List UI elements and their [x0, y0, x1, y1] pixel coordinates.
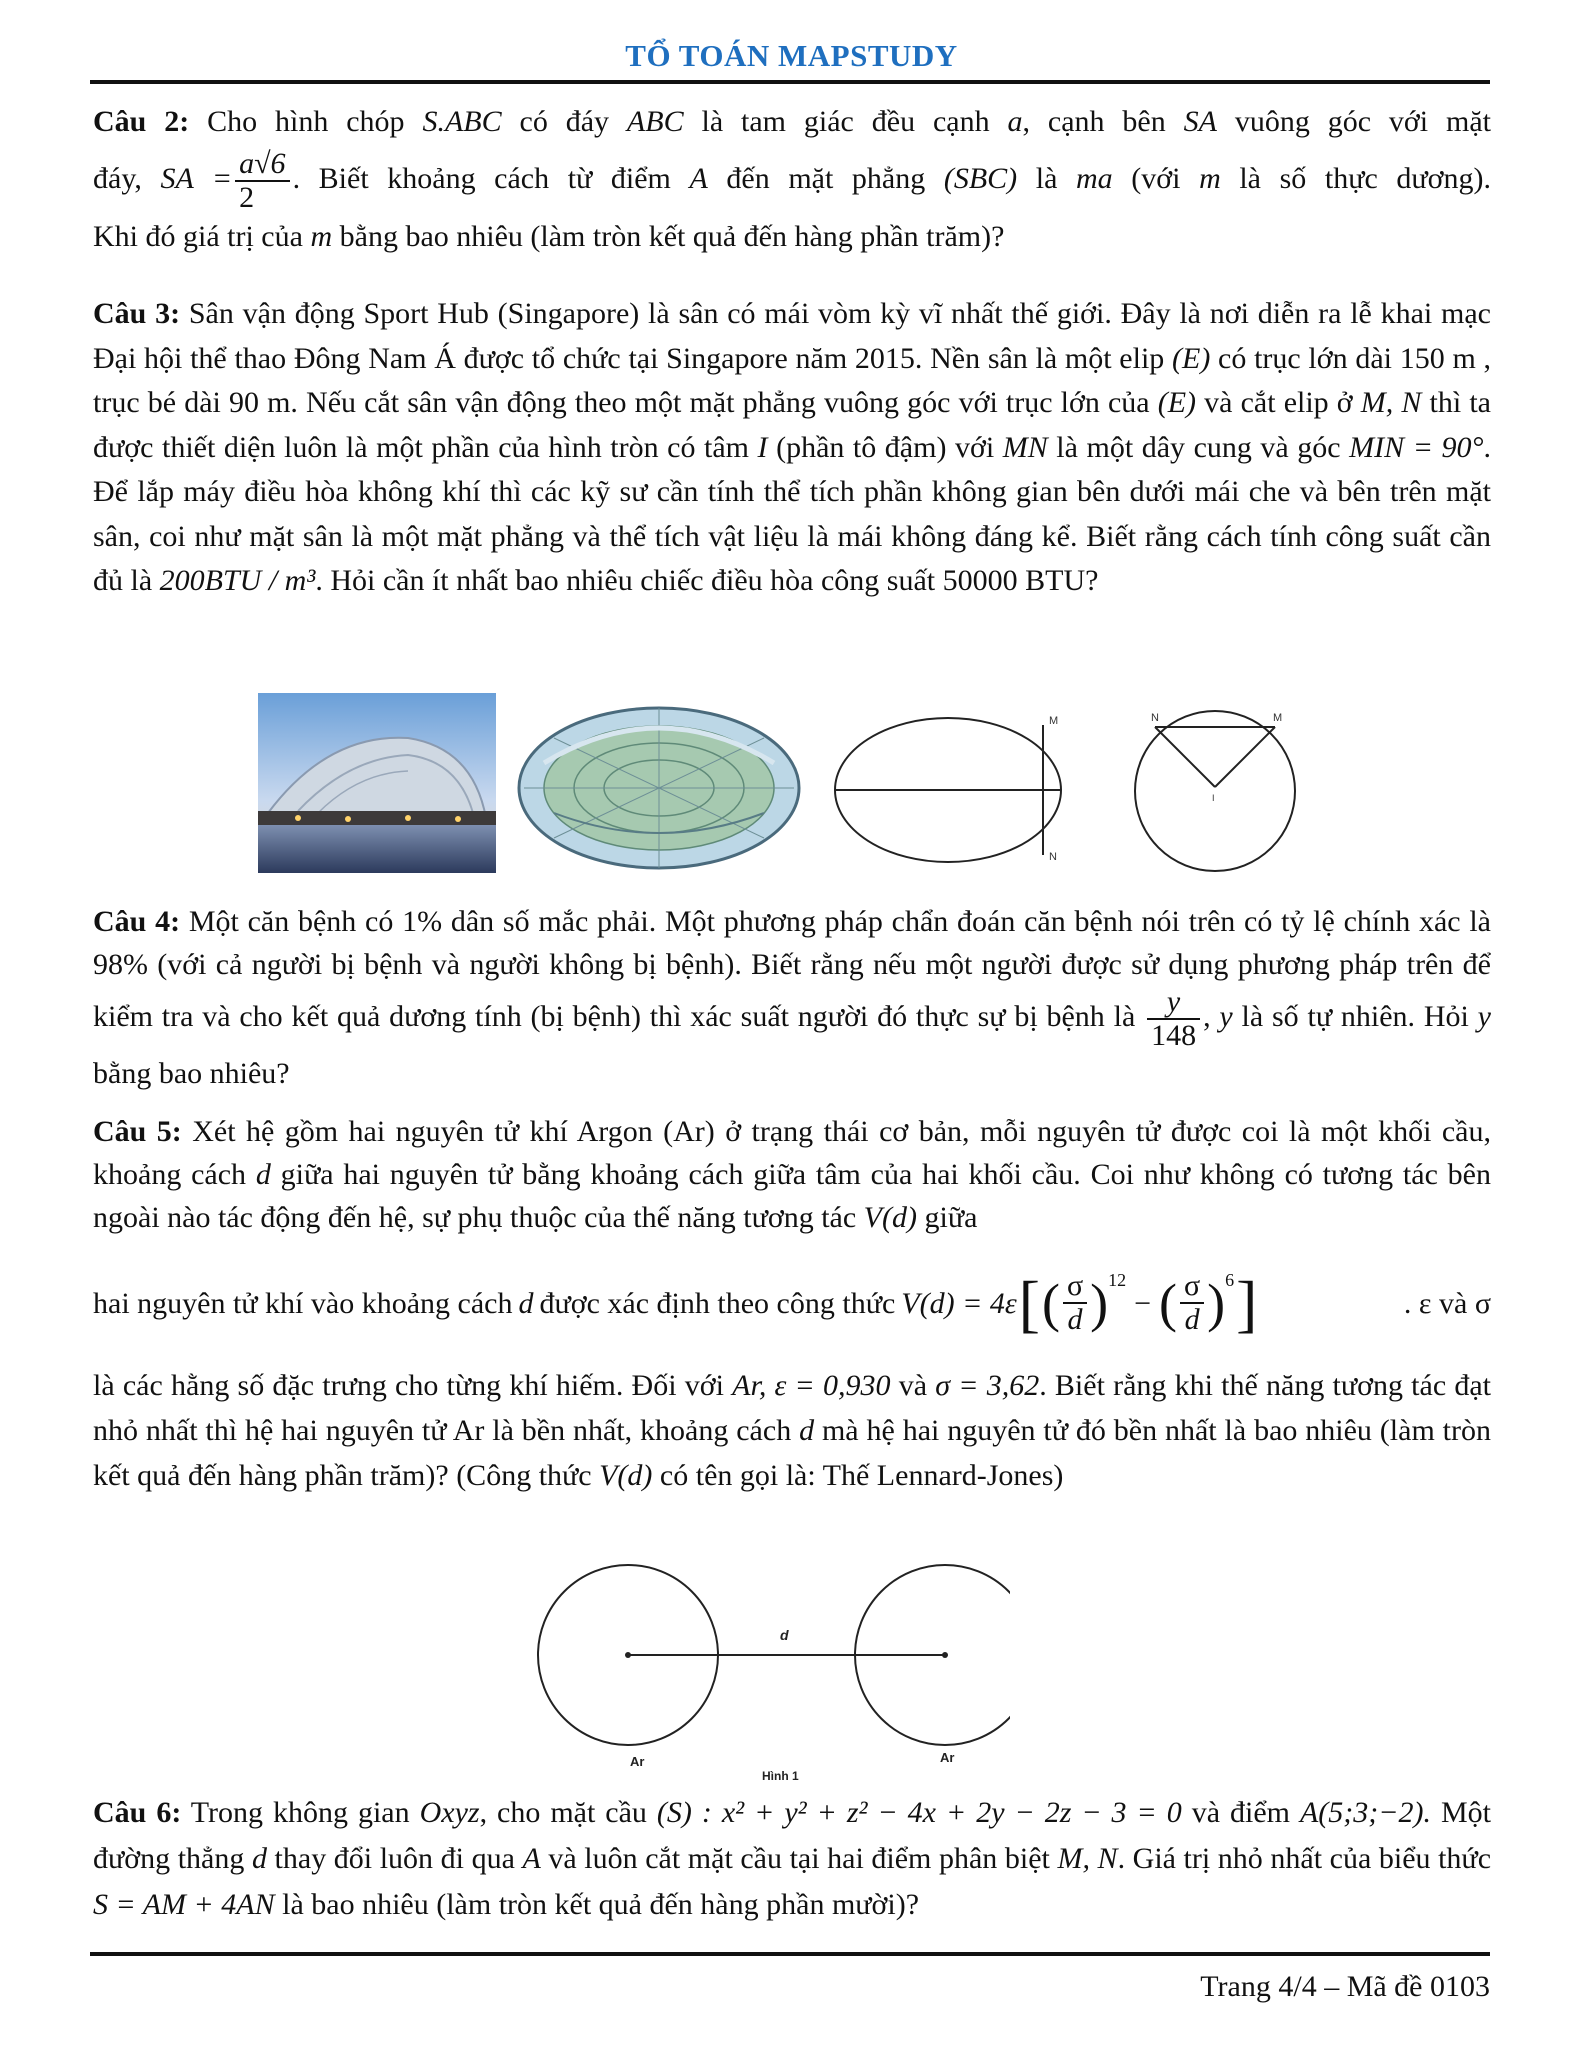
stadium-photo	[258, 693, 496, 873]
question-4: Câu 4: Một căn bệnh có 1% dân số mắc phải. Một phương pháp chẩn đoán căn bệnh nói trên có tỷ lệ chính xác là 98% (với cả người bị bệnh và người không bị bệnh). Biết rằng nếu một người được sử dụng phương pháp trên để kiểm tra và cho kết quả dương tính (bị bệnh) thì xác suất người đó thực sự bị bệnh là $\frac{y}{148}$ , y là số tự nhiên. Hỏi y bằng bao nhiêu?	[93, 905, 1491, 1090]
label-m2: M	[1273, 712, 1283, 724]
label-n: N	[1049, 851, 1057, 863]
sigma-over-d-1: $\frac{\sigma}{d}$	[1063, 1270, 1087, 1336]
question-6: Câu 6: Trong không gian Oxyz, cho mặt cầu (S) : x² + y² + z² − 4x + 2y − 2z − 3 = 0 và điểm A(5;3;−2). Một đường thẳng d thay đổi luôn đi qua A và luôn cắt mặt cầu tại hai điểm phân biệt M, N. Giá trị nhỏ nhất của biểu thức S = AM + 4AN là bao nhiêu (làm tròn kết quả đến hàng phần mười)?	[93, 1796, 1492, 1921]
header-divider	[90, 80, 1490, 84]
page-footer: Trang 4/4 – Mã đề 0103	[1200, 1970, 1490, 2003]
sigma-over-d-2: $\frac{\sigma}{d}$	[1180, 1270, 1204, 1336]
q4-fraction: $\frac{y}{148}$	[1147, 986, 1200, 1052]
label-i: I	[1212, 793, 1215, 803]
ellipse-cross-section-diagram	[825, 710, 1105, 870]
right-bracket: ]	[1236, 1267, 1258, 1339]
label-n2: N	[1151, 712, 1159, 724]
q5-formula-line: hai nguyên tử khí vào khoảng cách d được xác định theo công thức V(d) = 4ε [ ( $\frac{\sigma}{d}$ ) $^{12}$ − ( $\frac{\sigma}{d}$ ) $^6$ ] . ε và σ	[93, 1267, 1491, 1339]
circle-chord-diagram	[1125, 703, 1315, 873]
left-bracket: [	[1018, 1267, 1040, 1339]
page-header-title: TỔ TOÁN MAPSTUDY	[625, 38, 958, 73]
figure-caption: Hình 1	[762, 1769, 799, 1783]
label-ar-left: Ar	[630, 1754, 645, 1769]
q2-line2: đáy, SA = $\frac{a√6}{2}$ . Biết khoảng cách từ điểm A đến mặt phẳng (SBC) là ma (với m là số thực dương).	[93, 147, 1491, 215]
question-5: Câu 5: Xét hệ gồm hai nguyên tử khí Argon (Ar) ở trạng thái cơ bản, mỗi nguyên tử được coi là một khối cầu, khoảng cách d giữa hai nguyên tử bằng khoảng cách giữa tâm của hai khối cầu. Coi như không có tương tác bên ngoài nào tác động đến hệ, sự phụ thuộc của thế năng tương tác V(d) giữa	[93, 1115, 1491, 1234]
question-5-continued: là các hằng số đặc trưng cho từng khí hiếm. Đối với Ar, ε = 0,930 và σ = 3,62. Biết rằng khi thế năng tương tác đạt nhỏ nhất thì hệ hai nguyên tử Ar là bền nhất, khoảng cách d mà hệ hai nguyên tử đó bền nhất là bao nhiêu (làm tròn kết quả đến hàng phần trăm)? (Công thức V(d) có tên gọi là: Thế Lennard-Jones)	[93, 1369, 1491, 1492]
label-ar-right: Ar	[940, 1750, 955, 1765]
label-m: M	[1049, 715, 1059, 727]
q2-fraction: $\frac{a√6}{2}$	[235, 148, 289, 214]
q2-line3: Khi đó giá trị của m bằng bao nhiêu (làm tròn kết quả đến hàng phần trăm)?	[93, 220, 1005, 253]
question-2	[93, 100, 1491, 258]
question-3: Câu 3: Sân vận động Sport Hub (Singapore) là sân có mái vòm kỳ vĩ nhất thế giới. Đây là nơi diễn ra lễ khai mạc Đại hội thể thao Đông Nam Á được tổ chức tại Singapore năm 2015. Nền sân là một elip (E) có trục lớn dài 150 m , trục bé dài 90 m. Nếu cắt sân vận động theo một mặt phẳng vuông góc với trục lớn của (E) và cắt elip ở M, N thì ta được thiết diện luôn là một phần của hình tròn có tâm I (phần tô đậm) với MN là một dây cung và góc MIN = 90°. Để lắp máy điều hòa không khí thì các kỹ sư cần tính thể tích phần không gian bên dưới mái che và bên trên mặt sân, coi như mặt sân là một mặt phẳng và thể tích vật liệu là mái không đáng kể. Biết rằng cách tính công suất cần đủ là 200BTU / m³. Hỏi cần ít nhất bao nhiêu chiếc điều hòa công suất 50000 BTU?	[93, 297, 1491, 597]
footer-divider	[90, 1952, 1490, 1956]
q2-line1: Câu 2: Cho hình chóp S.ABC có đáy ABC là tam giác đều cạnh a, cạnh bên SA vuông góc với mặt	[93, 105, 1491, 138]
label-d: d	[780, 1627, 789, 1643]
argon-atoms-diagram	[530, 1560, 1010, 1790]
roof-structure-render	[514, 693, 804, 873]
